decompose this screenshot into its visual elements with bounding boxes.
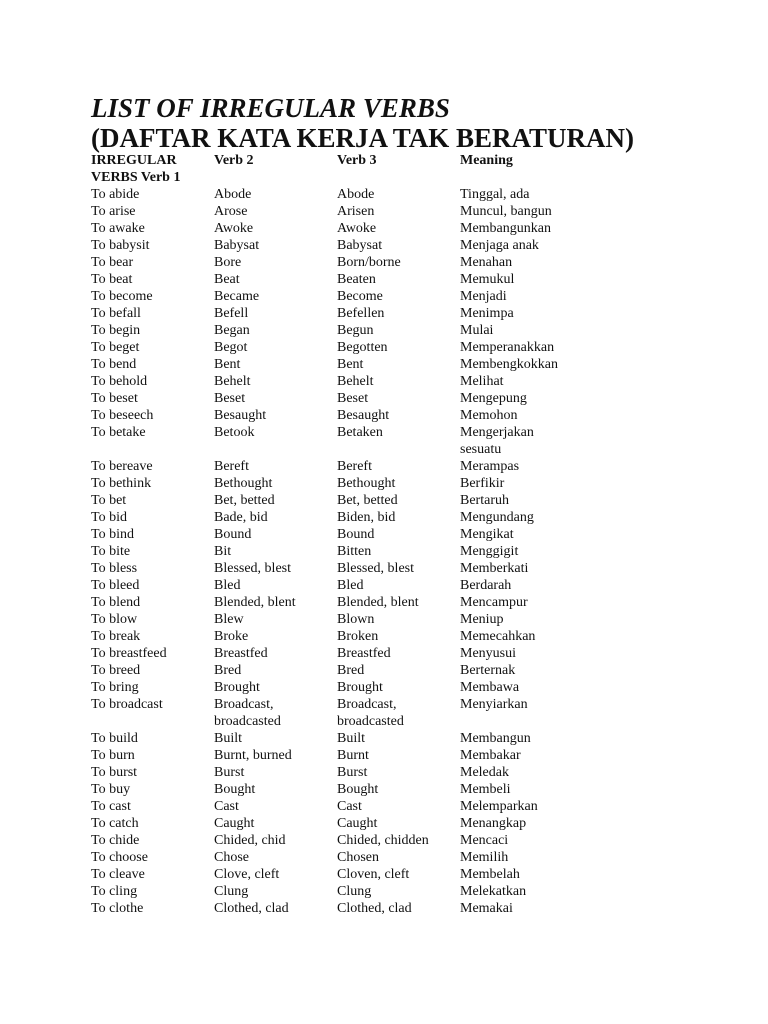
table-row xyxy=(89,186,600,203)
verb2-cell: Begot xyxy=(214,340,248,355)
verb2-cell: Broke xyxy=(214,629,249,644)
verb2-cell: Brought xyxy=(214,680,260,695)
header-meaning: Meaning xyxy=(460,153,513,168)
table-row xyxy=(89,883,600,900)
meaning-cell: Memberkati xyxy=(460,561,529,576)
verb3-cell: Born/borne xyxy=(337,255,401,270)
meaning-cell: Menyusui xyxy=(460,646,516,661)
meaning-cell: Menyiarkan xyxy=(460,697,528,712)
verb1-cell: To bend xyxy=(91,357,137,372)
verb2-cell: Beset xyxy=(214,391,246,406)
verb3-cell: Bet, betted xyxy=(337,493,398,508)
irregular-verbs-table xyxy=(89,152,600,917)
table-row xyxy=(89,611,600,628)
meaning-cell: Merampas xyxy=(460,459,520,474)
table-row xyxy=(89,849,600,866)
verb2-cell: Bled xyxy=(214,578,241,593)
verb2-cell: Blended, blent xyxy=(214,595,296,610)
verb3-cell: Arisen xyxy=(337,204,375,219)
verb2-cell xyxy=(212,441,335,458)
table-row xyxy=(89,203,600,220)
verb2-cell: Babysat xyxy=(214,238,260,253)
meaning-cell: Mengikat xyxy=(460,527,514,542)
verb3-cell: Behelt xyxy=(337,374,374,389)
verb1-cell: To beget xyxy=(91,340,140,355)
verb2-cell: Built xyxy=(214,731,243,746)
verb1-cell xyxy=(89,441,212,458)
verb3-cell: Bent xyxy=(337,357,364,372)
verb2-cell: Bet, betted xyxy=(214,493,275,508)
verb2-cell: Chose xyxy=(214,850,249,865)
meaning-cell xyxy=(458,713,600,730)
verb2-cell: Bound xyxy=(214,527,252,542)
header-verb3: Verb 3 xyxy=(337,153,377,168)
verb2-cell: Broadcast, xyxy=(214,697,274,712)
meaning-cell: Membeli xyxy=(460,782,511,797)
verb1-cell xyxy=(89,713,212,730)
verb1-cell: To cleave xyxy=(91,867,145,882)
verb2-cell: Cast xyxy=(214,799,239,814)
verb3-cell: Awoke xyxy=(337,221,377,236)
meaning-cell: Melihat xyxy=(460,374,504,389)
verb3-cell: Begotten xyxy=(337,340,388,355)
verb1-cell: To abide xyxy=(91,187,140,202)
meaning-cell: Bertaruh xyxy=(460,493,509,508)
verb1-cell: To betake xyxy=(91,425,146,440)
verb3-cell: Bred xyxy=(337,663,365,678)
verb3-cell: Chosen xyxy=(337,850,379,865)
verb2-cell: Bade, bid xyxy=(214,510,268,525)
header-row xyxy=(89,152,600,186)
verb2-cell: Bent xyxy=(214,357,241,372)
verb1-cell: To awake xyxy=(91,221,145,236)
verb3-cell: Bought xyxy=(337,782,379,797)
table-row xyxy=(89,271,600,288)
verb1-cell: To breed xyxy=(91,663,141,678)
table-row xyxy=(89,305,600,322)
meaning-cell: Membengkokkan xyxy=(460,357,558,372)
meaning-cell: Memohon xyxy=(460,408,518,423)
table-row xyxy=(89,560,600,577)
verb1-cell: To cast xyxy=(91,799,131,814)
verb3-cell: Begun xyxy=(337,323,374,338)
verb3-cell: Cast xyxy=(337,799,362,814)
verb1-cell: To bless xyxy=(91,561,138,576)
verb2-cell: Bred xyxy=(214,663,242,678)
verb2-cell: Burnt, burned xyxy=(214,748,292,763)
table-row xyxy=(89,696,600,713)
table-body xyxy=(89,186,600,917)
table-row xyxy=(89,424,600,441)
verb3-cell: Bitten xyxy=(337,544,372,559)
meaning-cell: Membelah xyxy=(460,867,520,882)
verb2-cell: Bore xyxy=(214,255,242,270)
verb2-cell: Bought xyxy=(214,782,256,797)
verb3-cell: Blown xyxy=(337,612,375,627)
header-verb1-line1: IRREGULAR xyxy=(91,153,177,168)
verb1-cell: To bethink xyxy=(91,476,152,491)
table-row xyxy=(89,866,600,883)
table-row xyxy=(89,900,600,917)
verb3-cell: Become xyxy=(337,289,383,304)
verb3-cell: Besaught xyxy=(337,408,390,423)
verb1-cell: To bring xyxy=(91,680,139,695)
verb3-cell: Burnt xyxy=(337,748,369,763)
meaning-cell: Membangunkan xyxy=(460,221,551,236)
verb2-cell: Burst xyxy=(214,765,245,780)
verb1-cell: To befall xyxy=(91,306,141,321)
verb3-cell: Biden, bid xyxy=(337,510,396,525)
verb2-cell: Began xyxy=(214,323,250,338)
table-row xyxy=(89,832,600,849)
table-row xyxy=(89,543,600,560)
meaning-cell: Mencampur xyxy=(460,595,528,610)
verb1-cell: To catch xyxy=(91,816,139,831)
verb2-cell: Chided, chid xyxy=(214,833,286,848)
meaning-cell: Muncul, bangun xyxy=(460,204,552,219)
table-row xyxy=(89,594,600,611)
meaning-cell: Membangun xyxy=(460,731,531,746)
verb2-cell: Clothed, clad xyxy=(214,901,289,916)
table-header xyxy=(89,152,600,186)
verb3-cell: Burst xyxy=(337,765,368,780)
verb2-cell: Caught xyxy=(214,816,255,831)
verb1-cell: To babysit xyxy=(91,238,150,253)
verb1-cell: To behold xyxy=(91,374,148,389)
table-row xyxy=(89,781,600,798)
meaning-cell: Mencaci xyxy=(460,833,509,848)
verb2-cell: Beat xyxy=(214,272,240,287)
verb2-cell: Behelt xyxy=(214,374,251,389)
verb3-cell: Blessed, blest xyxy=(337,561,414,576)
verb3-cell: Befellen xyxy=(337,306,385,321)
verb2-cell: Besaught xyxy=(214,408,267,423)
verb3-cell: Bethought xyxy=(337,476,396,491)
verb2-cell: Awoke xyxy=(214,221,254,236)
meaning-cell: Memecahkan xyxy=(460,629,536,644)
meaning-cell: Tinggal, ada xyxy=(460,187,530,202)
table-row xyxy=(89,764,600,781)
verb1-cell: To chide xyxy=(91,833,140,848)
verb2-cell: Betook xyxy=(214,425,255,440)
table-row xyxy=(89,577,600,594)
verb3-cell: Blended, blent xyxy=(337,595,419,610)
table-row xyxy=(89,815,600,832)
table-row xyxy=(89,628,600,645)
meaning-cell: Mengerjakan xyxy=(460,425,534,440)
table-row xyxy=(89,458,600,475)
meaning-cell: Berternak xyxy=(460,663,516,678)
table-row xyxy=(89,288,600,305)
table-row xyxy=(89,373,600,390)
meaning-cell: Berdarah xyxy=(460,578,512,593)
meaning-cell: Membawa xyxy=(460,680,520,695)
verb3-cell: Bereft xyxy=(337,459,372,474)
verb2-cell: Befell xyxy=(214,306,249,321)
verb1-cell: To choose xyxy=(91,850,148,865)
verb2-cell: Bereft xyxy=(214,459,249,474)
verb3-cell: Breastfed xyxy=(337,646,391,661)
meaning-cell: Meledak xyxy=(460,765,509,780)
verb3-cell: Broadcast, xyxy=(337,697,397,712)
table-row xyxy=(89,492,600,509)
meaning-cell: Menimpa xyxy=(460,306,514,321)
verb2-cell: Clung xyxy=(214,884,249,899)
table-row xyxy=(89,322,600,339)
meaning-cell: Berfikir xyxy=(460,476,505,491)
table-row xyxy=(89,526,600,543)
header-verb1 xyxy=(89,152,212,186)
verb1-cell: To blend xyxy=(91,595,141,610)
meaning-cell: Menggigit xyxy=(460,544,519,559)
table-row xyxy=(89,679,600,696)
header-verb1-line2: VERBS Verb 1 xyxy=(91,170,181,185)
meaning-cell: Menjadi xyxy=(460,289,507,304)
meaning-cell: Menahan xyxy=(460,255,513,270)
verb1-cell: To broadcast xyxy=(91,697,163,712)
verb3-cell: broadcasted xyxy=(337,714,404,729)
verb2-cell: Bit xyxy=(214,544,232,559)
verb1-cell: To bind xyxy=(91,527,134,542)
table-row xyxy=(89,645,600,662)
meaning-cell: Mulai xyxy=(460,323,494,338)
verb2-cell: Abode xyxy=(214,187,252,202)
verb3-cell: Cloven, cleft xyxy=(337,867,410,882)
table-row xyxy=(89,390,600,407)
table-row xyxy=(89,475,600,492)
verb3-cell xyxy=(335,441,458,458)
table-row xyxy=(89,356,600,373)
meaning-cell: Mengepung xyxy=(460,391,527,406)
verb3-cell: Caught xyxy=(337,816,378,831)
meaning-cell: Mengundang xyxy=(460,510,534,525)
verb2-cell: Arose xyxy=(214,204,248,219)
table-row xyxy=(89,509,600,526)
verb3-cell: Beset xyxy=(337,391,369,406)
verb1-cell: To beset xyxy=(91,391,138,406)
table-row xyxy=(89,713,600,730)
verb3-cell: Built xyxy=(337,731,366,746)
meaning-cell: Meniup xyxy=(460,612,504,627)
table-row xyxy=(89,407,600,424)
meaning-cell: Menangkap xyxy=(460,816,527,831)
meaning-cell: Melekatkan xyxy=(460,884,527,899)
verb3-cell: Beaten xyxy=(337,272,376,287)
verb3-cell: Bound xyxy=(337,527,375,542)
verb2-cell: Bethought xyxy=(214,476,273,491)
verb1-cell: To clothe xyxy=(91,901,144,916)
verb3-cell: Clothed, clad xyxy=(337,901,412,916)
table-row xyxy=(89,237,600,254)
table-row xyxy=(89,747,600,764)
verb1-cell: To bite xyxy=(91,544,131,559)
verb3-cell: Babysat xyxy=(337,238,383,253)
table-row xyxy=(89,730,600,747)
meaning-cell: Memukul xyxy=(460,272,515,287)
table-row xyxy=(89,339,600,356)
meaning-cell: Melemparkan xyxy=(460,799,538,814)
verb3-cell: Chided, chidden xyxy=(337,833,429,848)
verb2-cell: Blessed, blest xyxy=(214,561,291,576)
verb1-cell: To break xyxy=(91,629,141,644)
verb1-cell: To bleed xyxy=(91,578,140,593)
table-row xyxy=(89,254,600,271)
verb1-cell: To blow xyxy=(91,612,138,627)
meaning-cell: sesuatu xyxy=(460,442,502,457)
verb1-cell: To become xyxy=(91,289,153,304)
title-english: LIST OF IRREGULAR VERBS xyxy=(91,93,450,123)
header-verb2: Verb 2 xyxy=(214,153,254,168)
verb1-cell: To build xyxy=(91,731,138,746)
verb2-cell: Breastfed xyxy=(214,646,268,661)
verb1-cell: To beat xyxy=(91,272,133,287)
verb1-cell: To bid xyxy=(91,510,127,525)
verb1-cell: To cling xyxy=(91,884,138,899)
verb1-cell: To burn xyxy=(91,748,135,763)
verb2-cell: Became xyxy=(214,289,260,304)
table-row xyxy=(89,798,600,815)
meaning-cell: Menjaga anak xyxy=(460,238,539,253)
verb1-cell: To bereave xyxy=(91,459,153,474)
verb2-cell: Blew xyxy=(214,612,244,627)
meaning-cell: Membakar xyxy=(460,748,521,763)
verb3-cell: Abode xyxy=(337,187,375,202)
meaning-cell: Memperanakkan xyxy=(460,340,555,355)
verb1-cell: To beseech xyxy=(91,408,154,423)
table-row xyxy=(89,662,600,679)
meaning-cell: Memakai xyxy=(460,901,513,916)
meaning-cell: Memilih xyxy=(460,850,509,865)
verb1-cell: To bet xyxy=(91,493,127,508)
verb3-cell: Brought xyxy=(337,680,383,695)
verb1-cell: To buy xyxy=(91,782,131,797)
verb2-cell: Clove, cleft xyxy=(214,867,280,882)
table-row xyxy=(89,220,600,237)
title-indonesian: (DAFTAR KATA KERJA TAK BERATURAN) xyxy=(91,123,635,153)
verb1-cell: To begin xyxy=(91,323,141,338)
verb1-cell: To burst xyxy=(91,765,138,780)
table-row xyxy=(89,441,600,458)
verb3-cell: Clung xyxy=(337,884,372,899)
verb3-cell: Bled xyxy=(337,578,364,593)
verb3-cell: Broken xyxy=(337,629,379,644)
verb1-cell: To bear xyxy=(91,255,134,270)
verb1-cell: To breastfeed xyxy=(91,646,167,661)
verb3-cell: Betaken xyxy=(337,425,383,440)
verb2-cell: broadcasted xyxy=(214,714,281,729)
verb1-cell: To arise xyxy=(91,204,136,219)
